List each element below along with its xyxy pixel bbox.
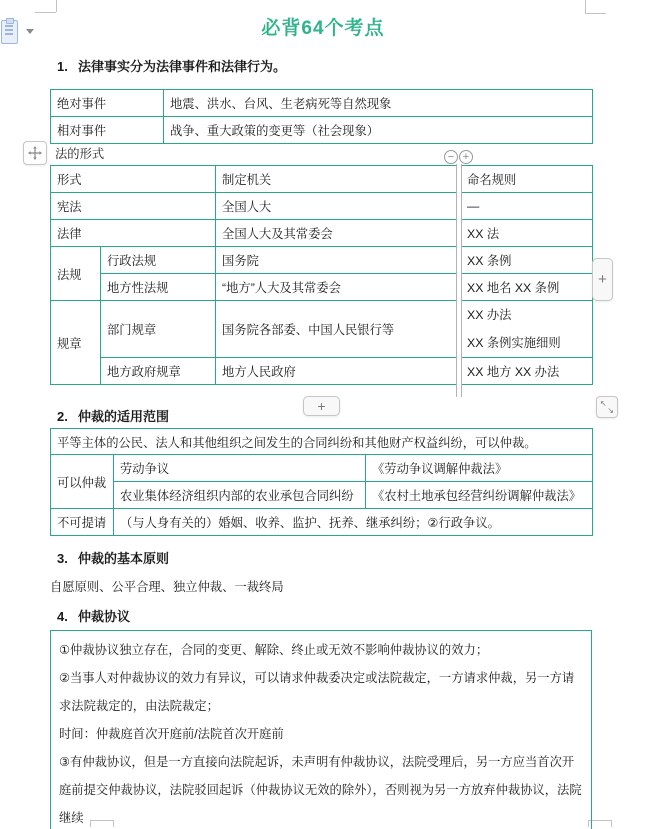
law-cell: 《劳动争议调解仲裁法》: [366, 455, 593, 482]
table-row: [51, 429, 593, 455]
form-cell: 法律: [51, 220, 216, 247]
legal-facts-label-cell: 绝对事件: [51, 90, 164, 117]
heading-1: [57, 56, 286, 75]
cannot-value-cell: （与人身有关的）婚姻、收养、监护、抚养、继承纠纷；②行政争议。: [114, 509, 593, 536]
organ-cell: “地方”人大及其常委会: [216, 274, 461, 301]
add-column-button[interactable]: [459, 150, 473, 164]
heading-1-text: 法律事实分为法律事件和法律行为。: [78, 59, 287, 74]
law-forms-table: [50, 165, 593, 385]
table-caption: 法的形式: [55, 147, 105, 161]
group-label-cell: 不可提请: [51, 509, 114, 536]
case-cell: 劳动争议: [114, 455, 366, 482]
group-label-cell: 法规: [51, 247, 101, 301]
agreement-cell: [51, 631, 592, 829]
legal-facts-table: [50, 89, 593, 144]
organ-cell: 国务院: [216, 247, 461, 274]
legal-facts-value-cell: 战争、重大政策的变更等（社会现象）: [164, 117, 593, 144]
organ-cell: 地方人民政府: [216, 358, 461, 385]
heading-4-number: 4.: [57, 609, 68, 624]
plus-icon: +: [598, 271, 607, 288]
agreement-time-note: 时间：仲裁庭首次开庭前/法院首次开庭前: [59, 727, 284, 741]
plus-icon: +: [317, 398, 326, 414]
insert-row-button[interactable]: [303, 396, 340, 416]
insert-column-side-button[interactable]: [592, 258, 613, 301]
organ-cell: 全国人大及其常委会: [216, 220, 461, 247]
table-row: [51, 90, 593, 117]
form-cell: 地方政府规章: [101, 358, 216, 385]
plus-icon: +: [462, 150, 470, 163]
table-row: [51, 358, 593, 385]
heading-3-text: 仲裁的基本原则: [78, 551, 170, 566]
naming-cell: XX 条例: [461, 247, 593, 274]
table-row: [51, 247, 593, 274]
arbitration-agreement-table: [50, 630, 592, 829]
heading-2-text: 仲裁的适用范围: [78, 409, 170, 424]
table-row: [51, 455, 593, 482]
table-row: [51, 193, 593, 220]
table-row: [51, 509, 593, 536]
heading-4-text: 仲裁协议: [78, 609, 131, 624]
form-cell: 行政法规: [101, 247, 216, 274]
move-icon: [28, 146, 42, 160]
naming-line-2: XX 条例实施细则: [467, 336, 561, 350]
header-form-cell: 形式: [51, 166, 216, 193]
form-cell: 宪法: [51, 193, 216, 220]
table-header-row: [51, 166, 593, 193]
resize-nw-icon: ↖: [600, 399, 607, 408]
naming-line-1: XX 办法: [467, 308, 512, 322]
column-resize-guide[interactable]: [456, 164, 462, 397]
header-naming-cell: 命名规则: [461, 166, 593, 193]
legal-facts-value-cell: 地震、洪水、台风、生老病死等自然现象: [164, 90, 593, 117]
organ-cell: 国务院各部委、中国人民银行等: [216, 301, 461, 358]
arbitration-scope-table: [50, 428, 593, 536]
heading-2-number: 2.: [57, 409, 68, 424]
resize-se-icon: ↘: [607, 406, 614, 415]
naming-cell: XX 法: [461, 220, 593, 247]
table-row: [51, 482, 593, 509]
naming-cell: —: [461, 193, 593, 220]
minus-icon: −: [447, 150, 455, 163]
agreement-point-1: ①仲裁协议独立存在，合同的变更、解除、终止或无效不影响仲裁协议的效力；: [59, 643, 489, 657]
page-title: 必背64个考点: [261, 18, 385, 39]
table-move-handle[interactable]: [23, 141, 47, 165]
legal-facts-label-cell: 相对事件: [51, 117, 164, 144]
table-row: [51, 631, 592, 829]
table-row: [51, 220, 593, 247]
table-row: [51, 274, 593, 301]
group-label-cell: 规章: [51, 301, 101, 385]
law-cell: 《农村土地承包经营纠纷调解仲裁法》: [366, 482, 593, 509]
naming-cell: [461, 301, 593, 358]
agreement-point-2: ②当事人对仲裁协议的效力有异议，可以请求仲裁委决定或法院裁定，一方请求仲裁，另一方请求法院裁定的，由法院裁定；: [59, 671, 575, 713]
table-row: [51, 301, 593, 358]
header-organ-cell: 制定机关: [216, 166, 461, 193]
principles-paragraph: 自愿原则、公平合理、独立仲裁、一裁终局: [50, 580, 284, 594]
table-row: [51, 117, 593, 144]
naming-cell: XX 地名 XX 条例: [461, 274, 593, 301]
heading-2: [57, 406, 169, 425]
heading-4: [57, 606, 130, 625]
agreement-point-3: ③有仲裁协议，但是一方直接向法院起诉，未声明有仲裁协议，法院受理后，另一方应当首次开庭前提交仲裁协议，法院驳回起诉（仲裁协议无效的除外），否则视为另一方放弃仲裁协议，法院继续: [59, 755, 582, 825]
naming-cell: XX 地方 XX 办法: [461, 358, 593, 385]
form-cell: 部门规章: [101, 301, 216, 358]
heading-3: [57, 548, 169, 567]
scope-intro-cell: 平等主体的公民、法人和其他组织之间发生的合同纠纷和其他财产权益纠纷，可以仲裁。: [51, 429, 593, 455]
group-label-cell: 可以仲裁: [51, 455, 114, 509]
form-cell: 地方性法规: [101, 274, 216, 301]
table-resize-handle[interactable]: [596, 396, 618, 418]
organ-cell: 全国人大: [216, 193, 461, 220]
remove-column-button[interactable]: [444, 150, 458, 164]
heading-3-number: 3.: [57, 551, 68, 566]
case-cell: 农业集体经济组织内部的农业承包合同纠纷: [114, 482, 366, 509]
crop-mark-top-left: [56, 0, 57, 12]
crop-mark-top-right: [585, 0, 586, 13]
heading-1-number: 1.: [57, 59, 68, 74]
